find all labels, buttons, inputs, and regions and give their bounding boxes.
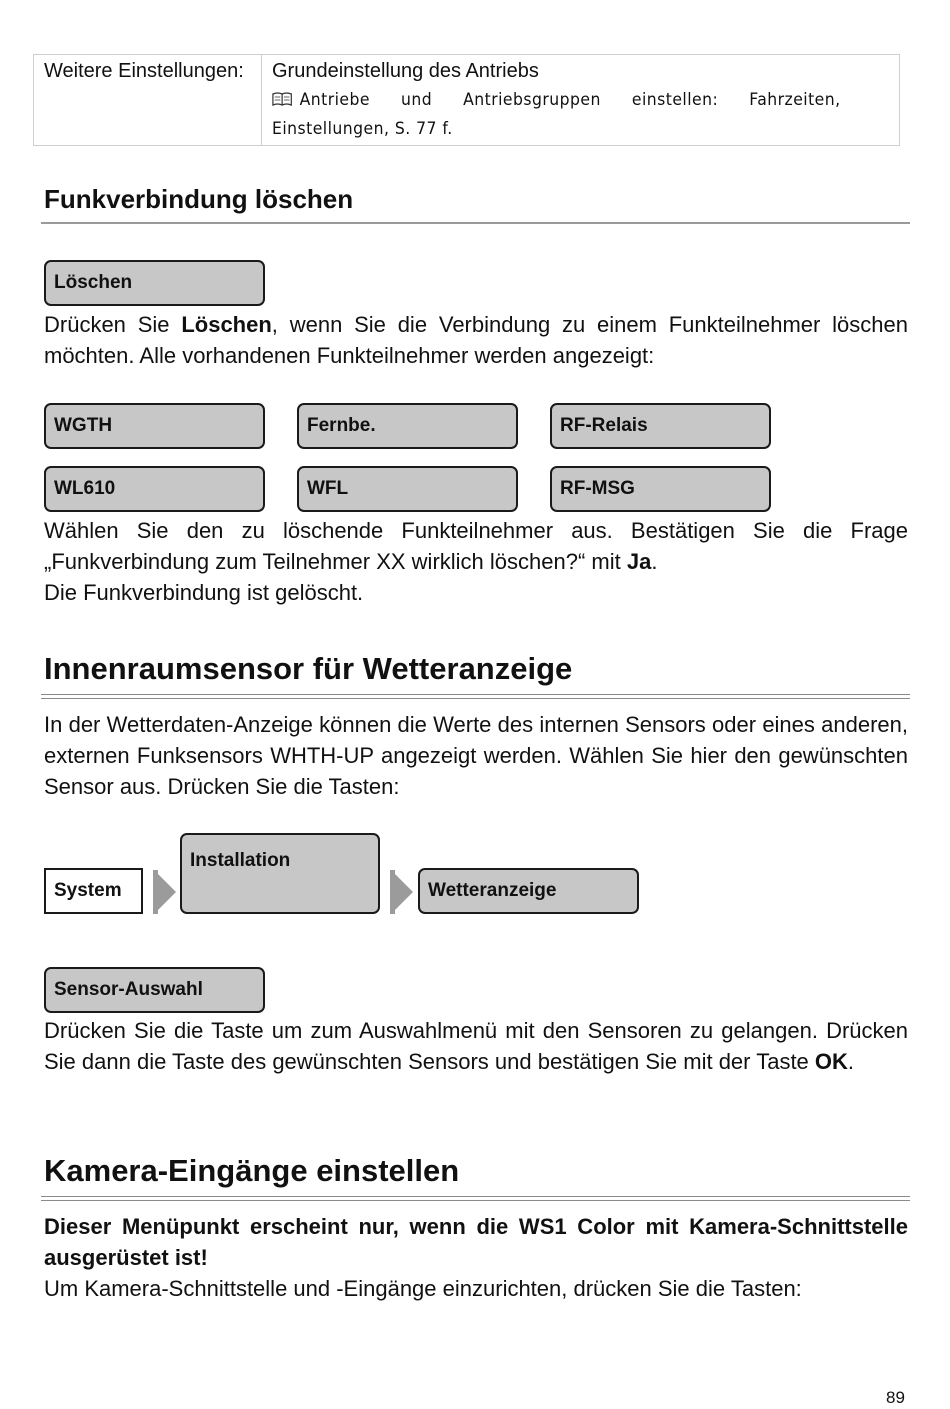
section-heading-kamera-eingaenge: Kamera-Eingänge einstellen xyxy=(44,1153,460,1188)
paragraph-sensor-select xyxy=(44,1015,908,1077)
participant-button-wgth[interactable]: WGTH xyxy=(44,403,265,449)
participant-button-fernbe[interactable]: Fernbe. xyxy=(297,403,518,449)
paragraph-loeschen-intro xyxy=(44,309,908,371)
bold-term-loeschen: Löschen xyxy=(181,312,272,337)
heading-rule xyxy=(41,222,910,224)
settings-table-reference xyxy=(272,86,841,144)
text-fragment: . xyxy=(651,549,658,574)
section-heading-funkverbindung-loeschen: Funkverbindung löschen xyxy=(44,184,354,214)
settings-table-title: Grundeinstellung des Antriebs xyxy=(272,60,539,82)
text-fragment: Drücken Sie die Taste um zum Auswahlmenü mit den Sensoren zu gelangen. Drücken Sie dann die Taste des gewünschten Sensors und bestätigen Sie mit der Taste xyxy=(44,1018,908,1074)
paragraph-camera-setup: Um Kamera-Schnittstelle und -Eingänge einzurichten, drücken Sie die Tasten: xyxy=(44,1276,802,1301)
text-fragment: . xyxy=(847,1049,855,1074)
book-icon xyxy=(272,87,292,101)
settings-table-label: Weitere Einstellungen: xyxy=(44,60,244,82)
participant-button-wfl[interactable]: WFL xyxy=(297,466,518,512)
triangle-arrow-icon xyxy=(391,870,413,914)
page-number: 89 xyxy=(886,1388,905,1407)
wetteranzeige-button[interactable]: Wetteranzeige xyxy=(418,868,639,914)
installation-button[interactable]: Installation xyxy=(180,833,380,914)
participant-button-rf-relais[interactable]: RF-Relais xyxy=(550,403,771,449)
note-camera-interface: Dieser Menüpunkt erscheint nur, wenn die WS1 Color mit Kamera-Schnittstelle ausgerüstet ist! xyxy=(44,1214,908,1270)
section-heading-innenraumsensor: Innenraumsensor für Wetteranzeige xyxy=(44,651,573,686)
triangle-arrow-icon xyxy=(154,870,176,914)
participant-button-wl610[interactable]: WL610 xyxy=(44,466,265,512)
sensor-auswahl-button[interactable]: Sensor-Auswahl xyxy=(44,967,265,1013)
heading-double-rule xyxy=(41,1196,910,1201)
paragraph-deleted: Die Funkverbindung ist gelöscht. xyxy=(44,580,364,605)
bold-term-ja: Ja xyxy=(626,549,652,574)
paragraph-select-participant xyxy=(44,515,908,577)
text-fragment: Drücken Sie xyxy=(44,312,182,337)
participant-button-rf-msg[interactable]: RF-MSG xyxy=(550,466,771,512)
settings-table-reference-text: Antriebe und Antriebsgruppen einstellen: Fahrzeiten, Einstellungen, S. 77 f. xyxy=(272,90,841,139)
text-fragment: , wenn Sie die Verbindung zu einem Funkteilnehmer löschen möchten. Alle vorhandenen Funkteilnehmer werden angezeigt: xyxy=(44,312,908,368)
paragraph-sensor-intro: In der Wetterdaten-Anzeige können die Werte des internen Sensors oder eines anderen, externen Funksensors WHTH-UP angezeigt werden. Wählen Sie hier den gewünschten Sensor aus. Drücken Sie die Tasten: xyxy=(44,712,908,799)
loeschen-button[interactable]: Löschen xyxy=(44,260,265,306)
text-fragment: Wählen Sie den zu löschende Funkteilnehmer aus. Bestätigen Sie die Frage „Funkverbindung zum Teilnehmer XX wirklich löschen?“ mit xyxy=(44,518,908,574)
bold-term-ok: OK xyxy=(814,1049,848,1074)
heading-double-rule xyxy=(41,694,910,699)
system-button[interactable]: System xyxy=(44,868,143,914)
